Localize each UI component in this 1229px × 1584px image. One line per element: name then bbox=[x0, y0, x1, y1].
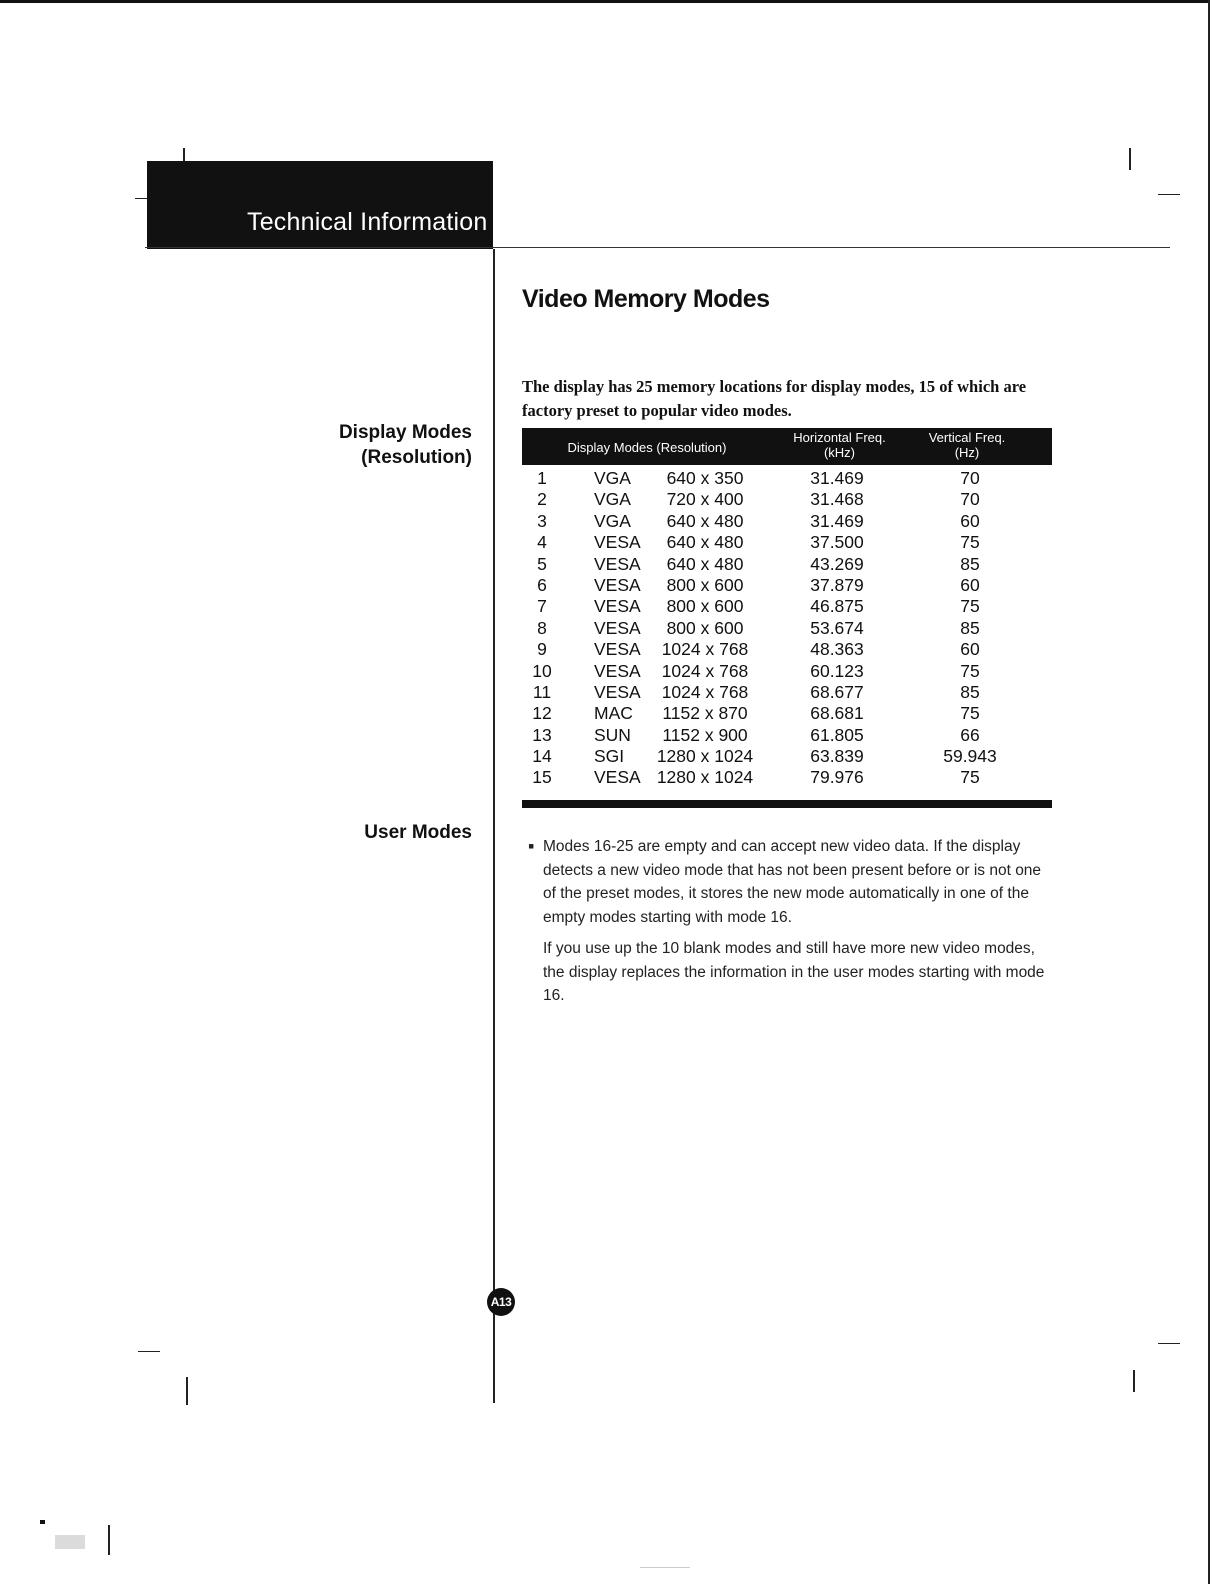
cell-num: 5 bbox=[537, 553, 547, 574]
cell-vfreq: 60 bbox=[960, 574, 980, 595]
cell-resolution: 1280 x 1024 bbox=[656, 767, 754, 788]
cell-standard: VESA bbox=[594, 574, 641, 595]
cell-num: 3 bbox=[537, 510, 547, 531]
cell-hfreq: 37.500 bbox=[810, 532, 864, 553]
cell-num: 8 bbox=[537, 617, 547, 638]
cell-resolution: 1280 x 1024 bbox=[656, 746, 754, 767]
crop-mark bbox=[183, 148, 185, 162]
header-hfreq-unit: (kHz) bbox=[823, 445, 856, 460]
cell-standard: VESA bbox=[594, 553, 641, 574]
cell-hfreq: 31.469 bbox=[810, 468, 864, 488]
section-title: Video Memory Modes bbox=[522, 285, 770, 313]
cell-resolution: 1024 x 768 bbox=[661, 681, 749, 702]
user-modes-paragraph-1 bbox=[528, 835, 1058, 929]
cell-vfreq: 75 bbox=[960, 767, 980, 788]
header-modes: Display Modes (Resolution) bbox=[567, 440, 727, 455]
scan-speck bbox=[55, 1535, 85, 1549]
table-row bbox=[522, 682, 1052, 703]
cell-vfreq: 60 bbox=[960, 510, 980, 531]
cell-num: 15 bbox=[532, 767, 552, 788]
cell-num: 13 bbox=[532, 724, 552, 745]
crop-mark bbox=[1158, 194, 1180, 195]
cell-standard: VESA bbox=[594, 639, 641, 660]
cell-hfreq: 48.363 bbox=[810, 639, 864, 660]
cell-resolution: 1152 x 870 bbox=[662, 703, 748, 724]
table-header bbox=[522, 428, 1052, 465]
cell-vfreq: 59.943 bbox=[943, 746, 997, 767]
cell-resolution: 640 x 480 bbox=[666, 532, 744, 553]
cell-resolution: 640 x 350 bbox=[666, 468, 744, 488]
cell-num: 1 bbox=[537, 468, 547, 488]
table-row bbox=[522, 725, 1052, 746]
header-hfreq-line: Horizontal Freq. bbox=[793, 430, 886, 445]
cell-num: 9 bbox=[537, 639, 547, 660]
cell-resolution: 640 x 480 bbox=[666, 553, 744, 574]
cell-vfreq: 75 bbox=[960, 532, 980, 553]
header-title: Technical Information bbox=[247, 208, 488, 236]
table-footer-bar bbox=[522, 800, 1052, 808]
cell-vfreq: 75 bbox=[960, 703, 980, 724]
table-row bbox=[522, 575, 1052, 596]
cell-standard: VGA bbox=[594, 468, 631, 488]
cell-resolution: 800 x 600 bbox=[666, 574, 744, 595]
cell-vfreq: 60 bbox=[960, 639, 980, 660]
table-row bbox=[522, 554, 1052, 575]
table-row bbox=[522, 746, 1052, 767]
cell-num: 6 bbox=[537, 574, 547, 595]
cell-vfreq: 70 bbox=[960, 489, 980, 510]
side-label-display-modes bbox=[222, 420, 472, 470]
table-row bbox=[522, 618, 1052, 639]
header-vfreq-line: Vertical Freq. bbox=[928, 430, 1006, 445]
header-hfreq bbox=[777, 430, 902, 460]
cell-standard: SGI bbox=[594, 746, 625, 767]
page-number-badge: A13 bbox=[487, 1288, 515, 1316]
cell-standard: VESA bbox=[594, 532, 641, 553]
side-label-line: (Resolution) bbox=[361, 447, 472, 468]
paragraph-text: If you use up the 10 blank modes and still have more new video modes, the display replaces the information in the user modes starting with mode 16. bbox=[543, 940, 1045, 1004]
cell-standard: VESA bbox=[594, 617, 641, 638]
cell-num: 7 bbox=[537, 596, 547, 617]
cell-hfreq: 68.677 bbox=[810, 681, 864, 702]
table-row bbox=[522, 703, 1052, 724]
user-modes-text bbox=[528, 835, 1058, 1016]
cell-num: 11 bbox=[532, 681, 552, 702]
scan-speck bbox=[640, 1567, 690, 1568]
crop-mark bbox=[138, 1351, 160, 1352]
bullet-icon: ▪ bbox=[528, 836, 535, 856]
cell-standard: VESA bbox=[594, 660, 641, 681]
cell-num: 12 bbox=[532, 703, 552, 724]
cell-vfreq: 70 bbox=[960, 468, 980, 488]
cell-resolution: 1024 x 768 bbox=[661, 660, 749, 681]
table-row bbox=[522, 511, 1052, 532]
crop-mark bbox=[1158, 1343, 1180, 1344]
cell-hfreq: 43.269 bbox=[810, 553, 864, 574]
cell-standard: SUN bbox=[594, 724, 631, 745]
cell-standard: MAC bbox=[594, 703, 633, 724]
cell-hfreq: 61.805 bbox=[810, 724, 864, 745]
cell-num: 4 bbox=[537, 532, 547, 553]
cell-standard: VGA bbox=[594, 510, 631, 531]
intro-paragraph: The display has 25 memory locations for display modes, 15 of which are factory preset to popular video modes. bbox=[522, 377, 1027, 420]
cell-standard: VGA bbox=[594, 489, 631, 510]
cell-hfreq: 60.123 bbox=[810, 660, 864, 681]
user-modes-paragraph-2 bbox=[528, 937, 1058, 1008]
page-right-border bbox=[1208, 0, 1210, 1584]
table-row bbox=[522, 767, 1052, 788]
cell-resolution: 800 x 600 bbox=[666, 596, 744, 617]
scan-speck bbox=[40, 1520, 45, 1524]
cell-vfreq: 85 bbox=[960, 617, 980, 638]
cell-resolution: 640 x 480 bbox=[666, 510, 744, 531]
cell-vfreq: 85 bbox=[960, 681, 980, 702]
crop-mark bbox=[108, 1525, 110, 1555]
crop-mark bbox=[186, 1377, 188, 1405]
table-row bbox=[522, 532, 1052, 553]
page-top-border bbox=[0, 0, 1210, 3]
column-divider bbox=[493, 249, 495, 1403]
cell-hfreq: 53.674 bbox=[810, 617, 864, 638]
cell-num: 14 bbox=[532, 746, 552, 767]
cell-standard: VESA bbox=[594, 596, 641, 617]
header-vfreq bbox=[907, 430, 1027, 460]
cell-hfreq: 79.976 bbox=[810, 767, 864, 788]
cell-hfreq: 68.681 bbox=[810, 703, 864, 724]
cell-hfreq: 31.469 bbox=[810, 510, 864, 531]
paragraph-text: Modes 16-25 are empty and can accept new video data. If the display detects a new video mode that has not been present before or is not one of the preset modes, it stores the new mode automatically in one of the empty modes starting with mode 16. bbox=[543, 838, 1042, 926]
table-row bbox=[522, 468, 1052, 489]
cell-hfreq: 46.875 bbox=[810, 596, 864, 617]
cell-vfreq: 85 bbox=[960, 553, 980, 574]
header-rule bbox=[145, 247, 1170, 248]
side-label-user-modes: User Modes bbox=[364, 822, 472, 843]
crop-mark bbox=[1129, 148, 1131, 170]
cell-vfreq: 66 bbox=[960, 724, 980, 745]
cell-resolution: 1024 x 768 bbox=[661, 639, 749, 660]
cell-resolution: 1152 x 900 bbox=[662, 724, 748, 745]
table-row bbox=[522, 639, 1052, 660]
table-row bbox=[522, 661, 1052, 682]
cell-resolution: 720 x 400 bbox=[666, 489, 744, 510]
side-label-line: Display Modes bbox=[338, 422, 472, 443]
cell-standard: VESA bbox=[594, 767, 641, 788]
cell-hfreq: 31.468 bbox=[810, 489, 864, 510]
header-vfreq-unit: (Hz) bbox=[954, 445, 980, 460]
cell-resolution: 800 x 600 bbox=[666, 617, 744, 638]
cell-standard: VESA bbox=[594, 681, 641, 702]
modes-table-body bbox=[522, 468, 1052, 789]
cell-hfreq: 63.839 bbox=[810, 746, 864, 767]
cell-num: 10 bbox=[532, 660, 552, 681]
table-row bbox=[522, 489, 1052, 510]
crop-mark bbox=[1133, 1370, 1135, 1392]
cell-vfreq: 75 bbox=[960, 596, 980, 617]
cell-hfreq: 37.879 bbox=[810, 574, 864, 595]
cell-vfreq: 75 bbox=[960, 660, 980, 681]
cell-num: 2 bbox=[537, 489, 547, 510]
table-row bbox=[522, 596, 1052, 617]
